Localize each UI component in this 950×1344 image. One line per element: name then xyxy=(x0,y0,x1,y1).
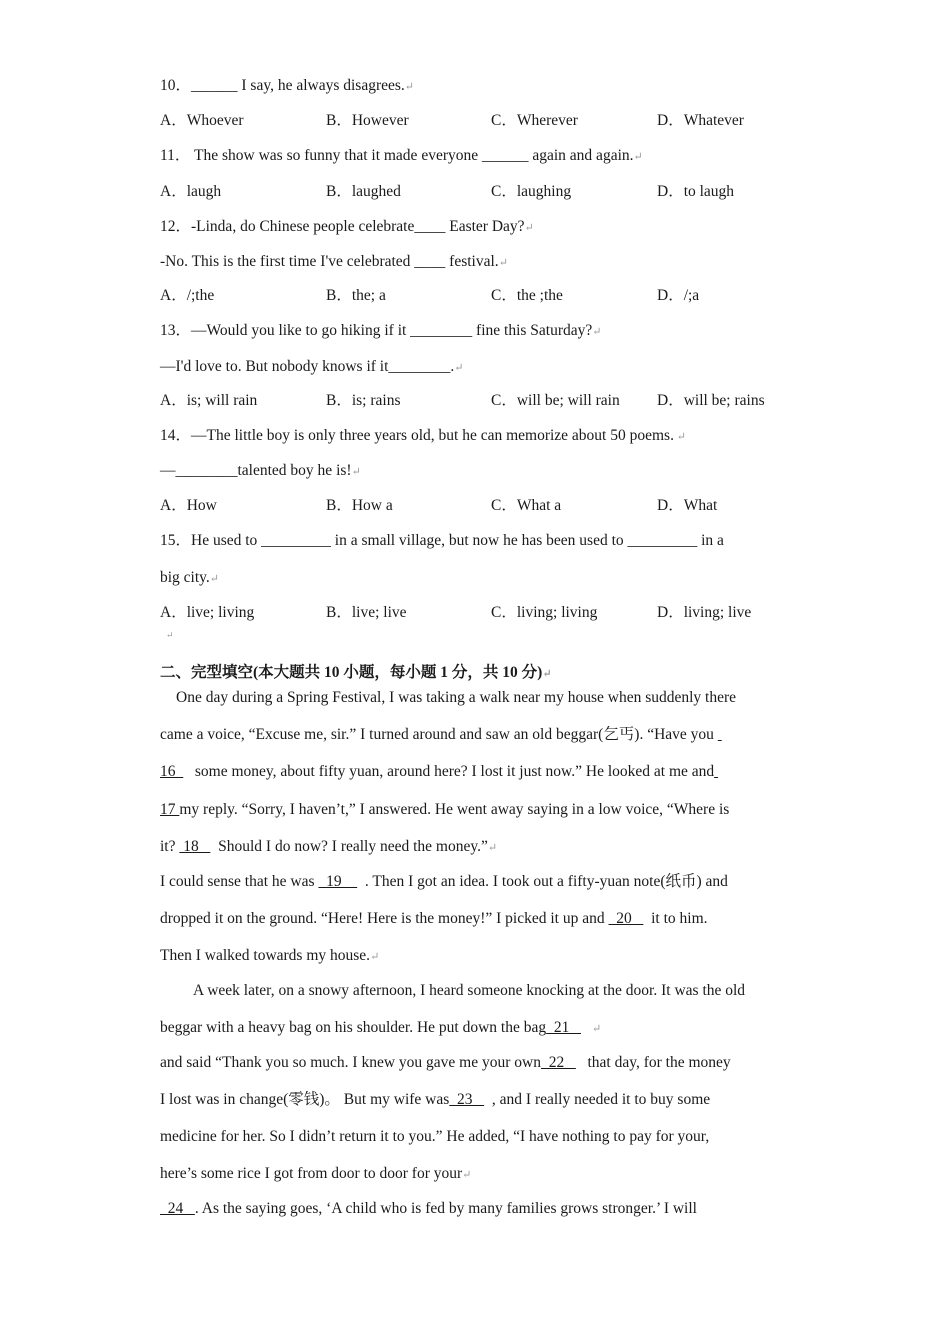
question-11-stem: 11． The show was so funny that it made everyone ______ again and again.↵ xyxy=(160,147,643,164)
passage-line-9: A week later, on a snowy afternoon, I heard someone knocking at the door. It was the old xyxy=(193,982,746,999)
question-14-stem-2: —________talented boy he is!↵ xyxy=(160,462,361,479)
q14-option-c[interactable]: C．What a xyxy=(491,497,562,514)
q10-option-d[interactable]: D．Whatever xyxy=(657,112,744,129)
q14-option-a[interactable]: A．How xyxy=(160,497,217,514)
q12-option-c[interactable]: C．the ;the xyxy=(491,287,563,304)
q15-option-b[interactable]: B．live; live xyxy=(326,604,407,621)
q13-option-a[interactable]: A．is; will rain xyxy=(160,392,258,409)
question-15-stem-2: big city.↵ xyxy=(160,569,220,586)
passage-line-13: medicine for her. So I didn’t return it to you.” He added, “I have nothing to pay for your, xyxy=(160,1128,710,1145)
q12-option-d[interactable]: D．/;a xyxy=(657,287,700,304)
q12-option-b[interactable]: B．the; a xyxy=(326,287,386,304)
q13-option-c[interactable]: C．will be; will rain xyxy=(491,392,620,409)
question-14-stem: 14．—The little boy is only three years old, but he can memorize about 50 poems. ↵ xyxy=(160,427,686,444)
question-12-stem: 12．-Linda, do Chinese people celebrate____ Easter Day?↵ xyxy=(160,218,534,235)
passage-line-12: I lost was in change(零钱)。 But my wife was 23 , and I really needed it to buy some xyxy=(160,1091,711,1108)
q11-option-d[interactable]: D．to laugh xyxy=(657,183,735,200)
q11-option-b[interactable]: B．laughed xyxy=(326,183,401,200)
section-2-heading: 二、完型填空(本大题共 10 小题，每小题 1 分，共 10 分)↵ xyxy=(160,664,552,681)
q15-option-d[interactable]: D．living; live xyxy=(657,604,752,621)
passage-line-8: Then I walked towards my house.↵ xyxy=(160,947,380,964)
passage-line-1: One day during a Spring Festival, I was taking a walk near my house when suddenly there xyxy=(176,689,737,706)
passage-line-2: came a voice, “Excuse me, sir.” I turned around and saw an old beggar(乞丐). “Have you xyxy=(160,725,722,745)
passage-line-3: 16 some money, about fifty yuan, around here? I lost it just now.” He looked at me and xyxy=(160,762,718,782)
question-10-stem: 10．______ I say, he always disagrees.↵ xyxy=(160,77,415,94)
q14-option-b[interactable]: B．How a xyxy=(326,497,393,514)
paragraph-mark: ↵ xyxy=(166,630,174,640)
blank-21[interactable]: 21 xyxy=(546,1019,581,1036)
blank-16[interactable]: 16 xyxy=(160,763,184,780)
q10-option-c[interactable]: C．Wherever xyxy=(491,112,578,129)
passage-line-6: I could sense that he was 19 . Then I got an idea. I took out a fifty-yuan note(纸币) and xyxy=(160,873,728,890)
blank-20[interactable]: 20 xyxy=(608,910,644,927)
passage-line-15: 24 . As the saying goes, ‘A child who is fed by many families grows stronger.’ I will xyxy=(160,1200,697,1217)
q14-option-d[interactable]: D．What xyxy=(657,497,718,514)
question-12-stem-2: -No. This is the first time I've celebrated ____ festival.↵ xyxy=(160,253,508,270)
q13-option-b[interactable]: B．is; rains xyxy=(326,392,401,409)
q11-option-a[interactable]: A．laugh xyxy=(160,183,222,200)
q12-option-a[interactable]: A．/;the xyxy=(160,287,215,304)
q15-option-c[interactable]: C．living; living xyxy=(491,604,598,621)
passage-line-7: dropped it on the ground. “Here! Here is the money!” I picked it up and 20 it to him. xyxy=(160,910,708,927)
q13-option-d[interactable]: D．will be; rains xyxy=(657,392,765,409)
blank-23[interactable]: 23 xyxy=(449,1091,485,1108)
question-13-stem-2: —I'd love to. But nobody knows if it________.↵ xyxy=(160,358,464,375)
blank-24[interactable]: 24 xyxy=(160,1200,195,1217)
passage-line-14: here’s some rice I got from door to door for your↵ xyxy=(160,1165,472,1182)
q10-option-b[interactable]: B．However xyxy=(326,112,409,129)
question-15-stem: 15．He used to _________ in a small village, but now he has been used to _________ in a xyxy=(160,532,724,549)
passage-line-10: beggar with a heavy bag on his shoulder. He put down the bag 21 ↵ xyxy=(160,1019,602,1036)
q10-option-a[interactable]: A．Whoever xyxy=(160,112,244,129)
passage-line-5: it? 18 Should I do now? I really need the money.”↵ xyxy=(160,838,498,855)
q11-option-c[interactable]: C．laughing xyxy=(491,183,572,200)
q15-option-a[interactable]: A．live; living xyxy=(160,604,255,621)
blank[interactable] xyxy=(718,726,722,743)
passage-line-11: and said “Thank you so much. I knew you gave me your own 22 that day, for the money xyxy=(160,1054,731,1071)
question-13-stem: 13．—Would you like to go hiking if it ________ fine this Saturday?↵ xyxy=(160,322,602,339)
blank[interactable] xyxy=(714,763,718,780)
blank-19[interactable]: 19 xyxy=(318,873,358,890)
blank-18[interactable]: 18 xyxy=(179,838,211,855)
passage-line-4: 17 my reply. “Sorry, I haven’t,” I answered. He went away saying in a low voice, “Where is xyxy=(160,801,730,818)
blank-17[interactable]: 17 xyxy=(160,801,180,818)
blank-22[interactable]: 22 xyxy=(540,1054,576,1071)
